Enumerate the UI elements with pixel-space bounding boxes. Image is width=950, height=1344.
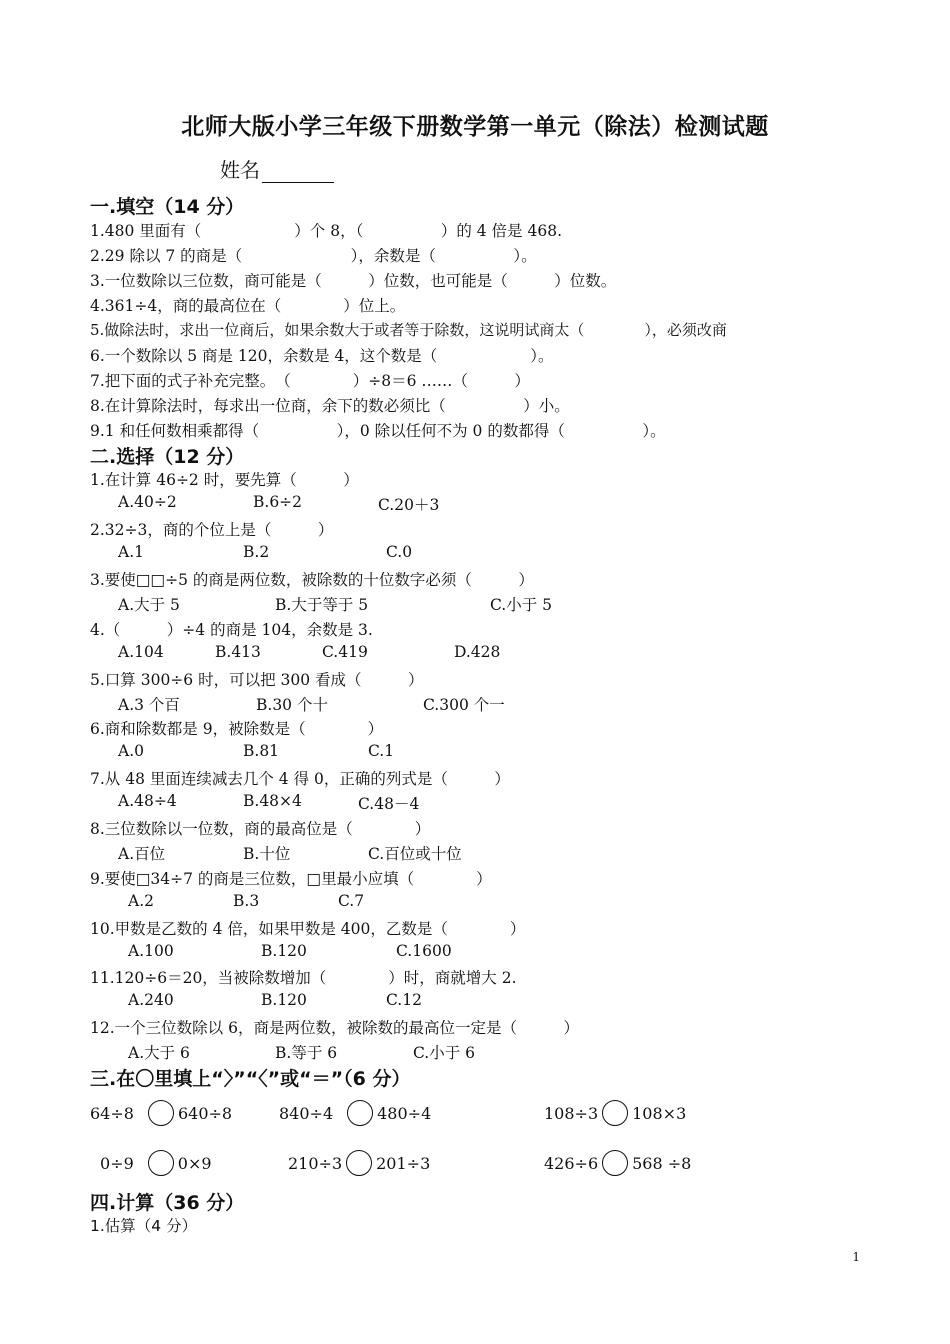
compare-left: 840÷4	[279, 1103, 334, 1123]
choice-option[interactable]: A.2	[128, 892, 154, 910]
compare-right: 640÷8	[177, 1103, 233, 1123]
choice-option[interactable]: C.百位或十位	[368, 845, 462, 863]
compare-right: 201÷3	[376, 1153, 431, 1173]
choice-option[interactable]: A.0	[118, 742, 144, 760]
calc-subheading-estimate: 1.估算（4 分）	[90, 1217, 198, 1235]
choice-option[interactable]: B.81	[243, 742, 280, 760]
fill-question-6: 6.一个数除以 5 商是 120，余数是 4，这个数是（ ）。	[90, 347, 554, 365]
fill-question-2: 2.29 除以 7 的商是（ ），余数是（ ）。	[90, 247, 537, 265]
choice-option[interactable]: B.大于等于 5	[275, 596, 369, 614]
compare-right: 568 ÷8	[632, 1153, 692, 1173]
compare-item	[544, 1150, 691, 1176]
choice-option[interactable]: A.大于 5	[118, 596, 180, 614]
choice-question-12: 12.一个三位数除以 6，商是两位数，被除数的最高位一定是（ ）	[90, 1019, 579, 1037]
choice-question-9: 9.要使□34÷7 的商是三位数，□里最小应填（ ）	[90, 870, 492, 888]
compare-item	[544, 1100, 686, 1126]
choice-option[interactable]: A.100	[128, 942, 174, 960]
section-fill-in: 一.填空（14 分）	[90, 196, 245, 218]
choice-option[interactable]: B.413	[215, 643, 261, 661]
compare-circle[interactable]	[148, 1150, 174, 1176]
choice-option[interactable]: C.小于 6	[413, 1044, 476, 1062]
fill-question-5: 5.做除法时，求出一位商后，如果余数大于或者等于除数，这说明试商太（ ），必须改商	[90, 321, 727, 339]
section-compare: 三.在〇里填上“〉”“〈”或“＝”（6 分）	[90, 1068, 411, 1090]
choice-question-7: 7.从 48 里面连续减去几个 4 得 0，正确的列式是（ ）	[90, 770, 510, 788]
compare-left: 426÷6	[544, 1153, 599, 1173]
choice-option[interactable]: A.40÷2	[118, 493, 177, 511]
choice-option[interactable]: B.等于 6	[275, 1044, 338, 1062]
choice-option[interactable]: C.小于 5	[490, 596, 553, 614]
compare-circle[interactable]	[347, 1100, 373, 1126]
compare-circle[interactable]	[346, 1150, 372, 1176]
choice-option[interactable]: D.428	[454, 643, 501, 661]
choice-option[interactable]: B.2	[243, 543, 270, 561]
fill-question-3: 3.一位数除以三位数，商可能是（ ）位数，也可能是（ ）位数。	[90, 272, 617, 290]
compare-left: 0÷9	[100, 1153, 134, 1173]
choice-option[interactable]: B.十位	[243, 845, 291, 863]
compare-right: 480÷4	[377, 1103, 432, 1123]
page-number: 1	[852, 1250, 860, 1264]
compare-item	[279, 1100, 431, 1126]
choice-option[interactable]: B.48×4	[243, 792, 302, 810]
choice-option[interactable]: B.120	[261, 991, 307, 1009]
choice-question-1: 1.在计算 46÷2 时，要先算（ ）	[90, 471, 359, 489]
choice-option[interactable]: B.3	[233, 892, 260, 910]
choice-question-6: 6.商和除数都是 9，被除数是（ ）	[90, 720, 384, 738]
choice-option[interactable]: C.1600	[396, 942, 452, 960]
fill-question-1: 1.480 里面有（ ）个 8，（ ）的 4 倍是 468.	[90, 222, 562, 240]
compare-left: 108÷3	[544, 1103, 599, 1123]
fill-question-8: 8.在计算除法时，每求出一位商，余下的数必须比（ ）小。	[90, 397, 570, 415]
choice-option[interactable]: C.1	[368, 742, 395, 760]
section-calculation: 四.计算（36 分）	[90, 1192, 245, 1214]
choice-question-2: 2.32÷3，商的个位上是（ ）	[90, 521, 334, 539]
choice-question-5: 5.口算 300÷6 时，可以把 300 看成（ ）	[90, 671, 424, 689]
choice-option[interactable]: A.1	[118, 543, 144, 561]
name-field	[220, 154, 334, 183]
choice-option[interactable]: A.240	[128, 991, 174, 1009]
compare-circle[interactable]	[148, 1100, 174, 1126]
choice-option[interactable]: A.3 个百	[118, 696, 180, 714]
name-blank[interactable]	[262, 162, 334, 183]
compare-left: 210÷3	[288, 1153, 343, 1173]
choice-option[interactable]: B.30 个十	[256, 696, 328, 714]
choice-option[interactable]: A.48÷4	[118, 792, 177, 810]
choice-option[interactable]: C.12	[386, 991, 422, 1009]
compare-circle[interactable]	[602, 1150, 628, 1176]
choice-question-11: 11.120÷6＝20，当被除数增加（ ）时，商就增大 2.	[90, 969, 517, 987]
name-label: 姓名	[220, 158, 260, 182]
choice-option[interactable]: C.300 个一	[423, 696, 505, 714]
choice-option[interactable]: C.48－4	[358, 795, 420, 813]
choice-option[interactable]: C.7	[338, 892, 365, 910]
compare-item	[90, 1100, 232, 1126]
choice-question-4: 4.（ ）÷4 的商是 104，余数是 3.	[90, 621, 373, 639]
choice-option[interactable]: B.6÷2	[253, 493, 303, 511]
choice-option[interactable]: C.0	[386, 543, 413, 561]
choice-option[interactable]: A.大于 6	[128, 1044, 190, 1062]
choice-option[interactable]: A.百位	[118, 845, 166, 863]
choice-question-10: 10.甲数是乙数的 4 倍，如果甲数是 400，乙数是（ ）	[90, 920, 526, 938]
compare-right: 108×3	[632, 1103, 687, 1123]
compare-item	[288, 1150, 430, 1176]
choice-option[interactable]: B.120	[261, 942, 307, 960]
section-choice: 二.选择（12 分）	[90, 446, 245, 468]
fill-question-4: 4.361÷4，商的最高位在（ ）位上。	[90, 297, 406, 315]
choice-question-3: 3.要使□□÷5 的商是两位数，被除数的十位数字必须（ ）	[90, 571, 534, 589]
fill-question-7: 7.把下面的式子补充完整。 （ ）÷8＝6 ……（ ）	[90, 372, 530, 390]
compare-right: 0×9	[177, 1153, 212, 1173]
choice-option[interactable]: A.104	[118, 643, 164, 661]
choice-question-8: 8.三位数除以一位数，商的最高位是（ ）	[90, 820, 431, 838]
page-title: 北师大版小学三年级下册数学第一单元（除法）检测试题	[181, 114, 769, 140]
compare-left: 64÷8	[90, 1103, 134, 1123]
compare-item	[100, 1150, 212, 1176]
choice-option[interactable]: C.419	[322, 643, 368, 661]
compare-circle[interactable]	[602, 1100, 628, 1126]
choice-option[interactable]: C.20＋3	[378, 496, 440, 514]
fill-question-9: 9.1 和任何数相乘都得（ ），0 除以任何不为 0 的数都得（ ）。	[90, 422, 666, 440]
